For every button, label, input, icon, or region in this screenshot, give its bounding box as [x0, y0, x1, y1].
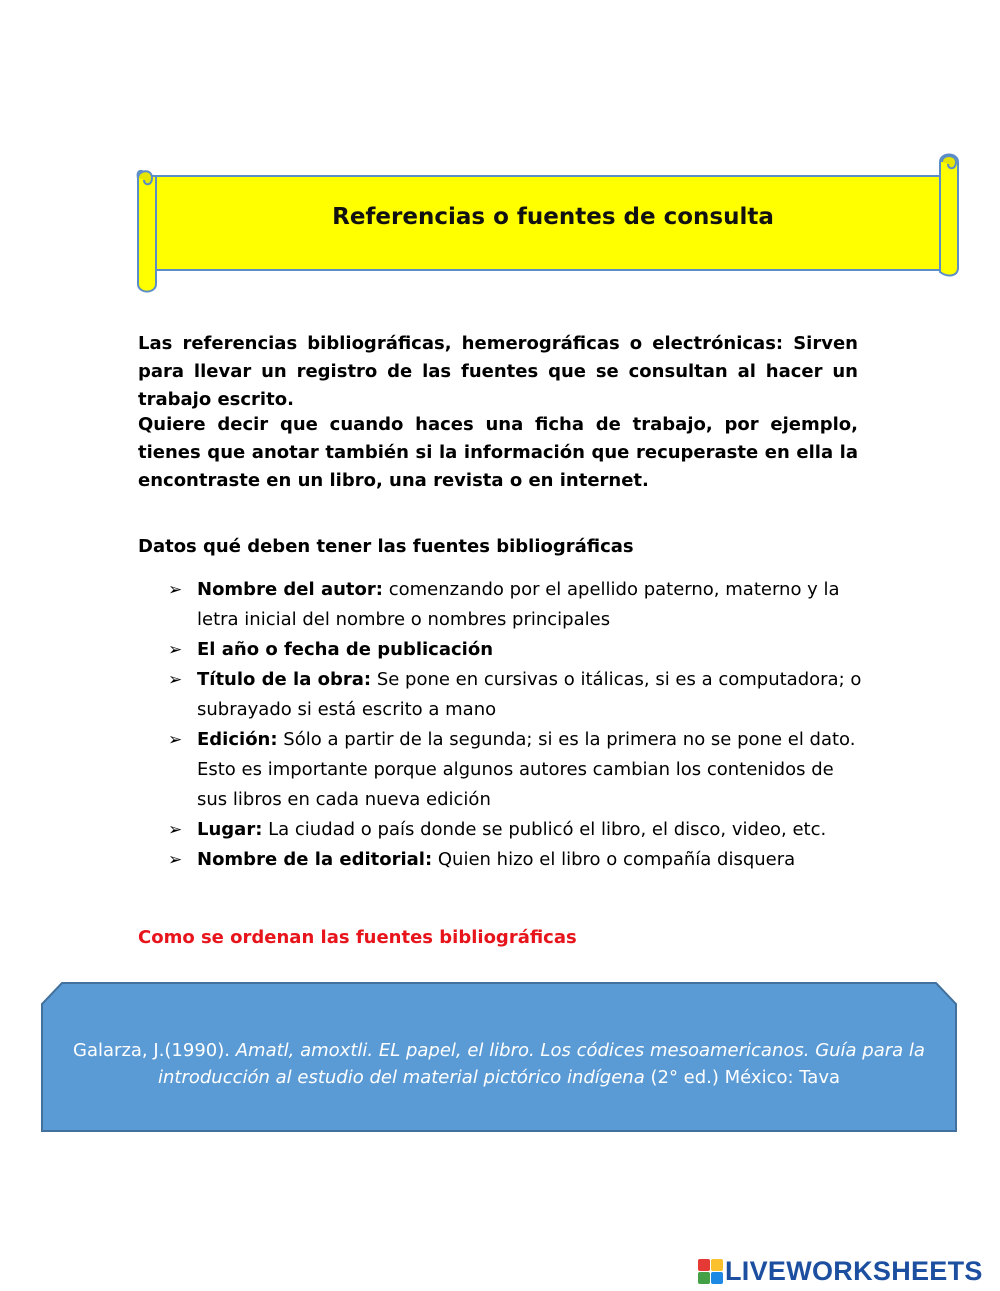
list-item-desc: comenzando por el apellido paterno, materno y la letra inicial del nombre o nombres principales — [197, 579, 840, 630]
list-item-term: Nombre del autor: — [197, 579, 383, 600]
list-item — [168, 815, 867, 845]
page-title: Referencias o fuentes de consulta — [332, 204, 774, 230]
list-item-term: El año o fecha de publicación — [197, 639, 494, 660]
list-item-term: Edición: — [197, 729, 278, 750]
list-item-term: Lugar: — [197, 819, 263, 840]
intro-paragraph-1: Las referencias bibliográficas, hemerográficas o electrónicas: Sirven para llevar un registro de las fuentes que se consultan al hacer un trabajo escrito. — [138, 333, 858, 410]
list-item — [168, 575, 867, 635]
list-item — [168, 725, 867, 815]
list-item-desc: Quien hizo el libro o compañía disquera — [432, 849, 796, 870]
reference-example-text — [60, 1037, 938, 1091]
arrow-bullet-icon: ➢ — [168, 820, 183, 840]
liveworksheets-logo-icon — [698, 1259, 722, 1283]
list-item-desc: La ciudad o país donde se publicó el libro, el disco, video, etc. — [262, 819, 827, 840]
list-item-term: Título de la obra: — [197, 669, 372, 690]
list-item — [168, 665, 867, 725]
list-item-desc: Sólo a partir de la segunda; si es la primera no se pone el dato. Esto es importante porque algunos autores cambian los contenidos de sus libros en cada nueva edición — [197, 729, 856, 810]
arrow-bullet-icon: ➢ — [168, 640, 183, 660]
logo-text: LIVEWORKSHEETS — [725, 1255, 983, 1286]
list-item — [168, 845, 867, 875]
reference-title: Amatl, amoxtli. EL papel, el libro. Los códices mesoamericanos. Guía para la introducción al estudio del material pictórico indígena — [157, 1040, 925, 1088]
intro-paragraph-2: Quiere decir que cuando haces una ficha de trabajo, por ejemplo, tienes que anotar también si la información que recuperaste en ella la encontraste en un libro, una revista o en internet. — [138, 414, 858, 491]
arrow-bullet-icon: ➢ — [168, 850, 183, 870]
list-item — [168, 635, 867, 665]
arrow-bullet-icon: ➢ — [168, 730, 183, 750]
list-item-desc: Se pone en cursivas o itálicas, si es a computadora; o subrayado si está escrito a mano — [197, 669, 862, 720]
data-section-title: Datos qué deben tener las fuentes bibliográficas — [138, 536, 634, 557]
arrow-bullet-icon: ➢ — [168, 670, 183, 690]
title-banner — [130, 148, 966, 296]
reference-example-box — [40, 982, 958, 1133]
order-section-title: Como se ordenan las fuentes bibliográficas — [138, 927, 577, 948]
liveworksheets-logo[interactable] — [698, 1256, 983, 1286]
data-list — [168, 575, 867, 875]
reference-author-year: Galarza, J.(1990). — [73, 1040, 236, 1061]
reference-edition-place: (2° ed.) México: Tava — [644, 1067, 840, 1088]
arrow-bullet-icon: ➢ — [168, 580, 183, 600]
list-item-term: Nombre de la editorial: — [197, 849, 433, 870]
